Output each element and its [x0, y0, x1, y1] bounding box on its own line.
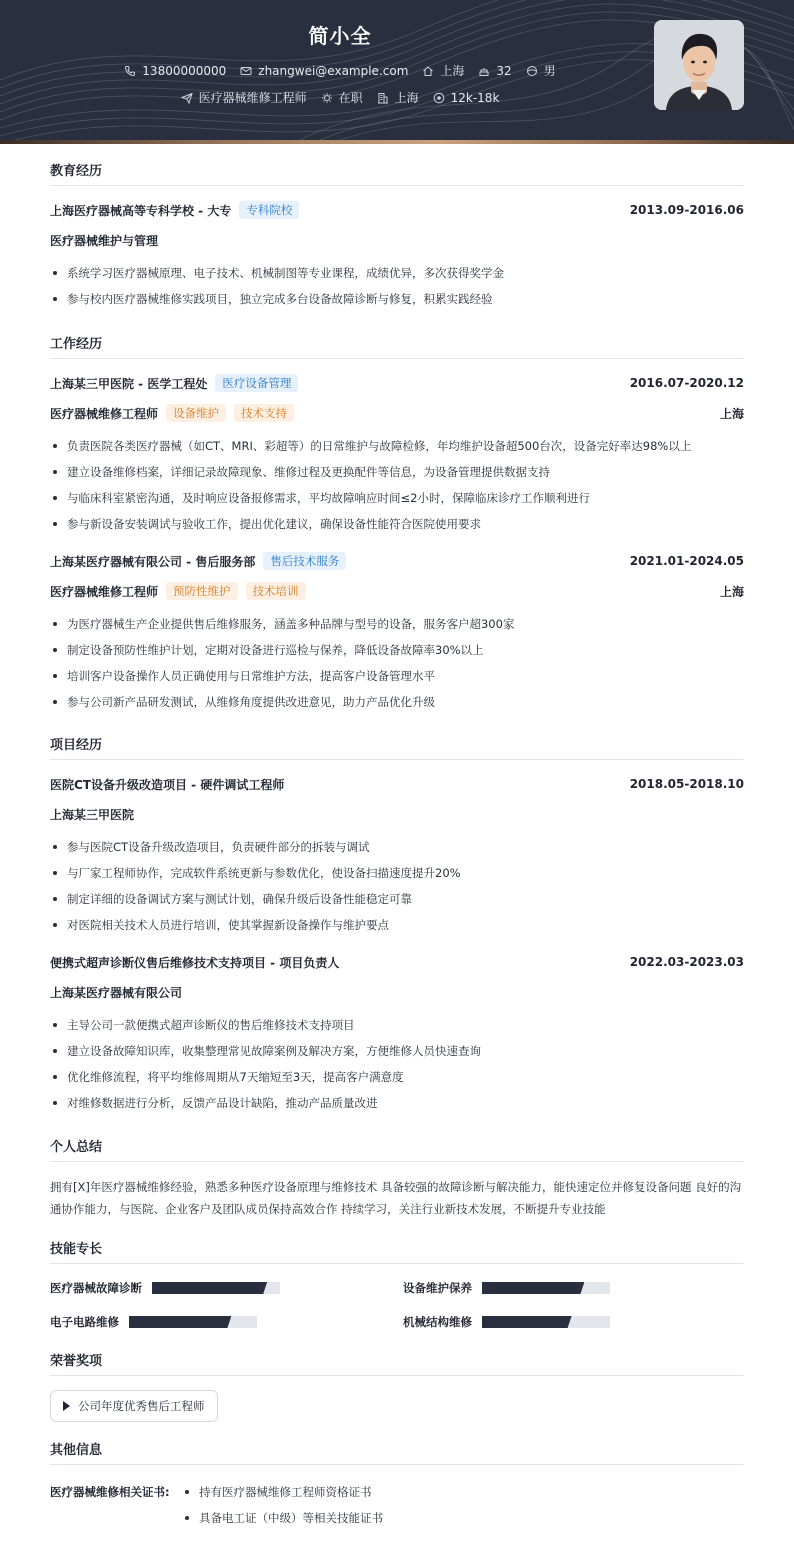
header-accent-bar — [0, 140, 794, 144]
skill-track — [482, 1316, 610, 1328]
list-item: 建立设备故障知识库，收集整理常见故障案例及解决方案，方便维修人员快速查询 — [50, 1038, 744, 1064]
school-tag: 专科院校 — [239, 201, 299, 219]
section-title: 项目经历 — [50, 734, 744, 760]
list-item: 负责医院各类医疗器械（如CT、MRI、彩超等）的日常维护与故障检修，年均维护设备超500台次，设备完好率达98%以上 — [50, 433, 744, 459]
project-org: 上海某三甲医院 — [50, 807, 135, 822]
school-name: 上海医疗器械高等专科学校 - 大专 — [50, 203, 232, 218]
project-header — [50, 952, 744, 972]
list-item: 制定详细的设备调试方案与测试计划，确保升级后设备性能稳定可靠 — [50, 886, 744, 912]
section-title: 其他信息 — [50, 1439, 744, 1465]
work-header — [50, 551, 744, 571]
education-section — [50, 160, 744, 312]
section-title: 个人总结 — [50, 1136, 744, 1162]
list-item: 具备电工证（中级）等相关技能证书 — [182, 1505, 383, 1531]
work-period: 2016.07-2020.12 — [629, 376, 744, 390]
project-name: 医院CT设备升级改造项目 - 硬件调试工程师 — [50, 777, 285, 792]
list-item: 与临床科室紧密沟通，及时响应设备报修需求，平均故障响应时间≤2小时，保障临床诊疗工作顺利进行 — [50, 485, 744, 511]
company-tag: 售后技术服务 — [263, 552, 346, 570]
education-bullets — [50, 260, 744, 312]
location-info — [422, 62, 464, 79]
gender-info — [526, 62, 556, 79]
work-period: 2021.01-2024.05 — [629, 554, 744, 568]
city-text: 上海 — [394, 91, 419, 105]
skill-item — [50, 1312, 403, 1332]
avatar-photo — [654, 20, 744, 110]
work-bullets — [50, 611, 744, 715]
list-item: 建立设备维修档案，详细记录故障现象、维修过程及更换配件等信息，为设备管理提供数据支持 — [50, 459, 744, 485]
project-bullets — [50, 1012, 744, 1116]
status-icon — [321, 92, 333, 104]
project-period: 2022.03-2023.03 — [629, 955, 744, 969]
status-info — [321, 89, 363, 106]
company-name: 上海某三甲医院 - 医学工程处 — [50, 376, 208, 391]
candidate-name: 简小全 — [308, 24, 372, 48]
salary-info — [433, 91, 500, 105]
skill-item — [403, 1312, 744, 1332]
skill-level-bar — [482, 1282, 584, 1294]
skill-track — [482, 1282, 610, 1294]
education-header — [50, 200, 744, 220]
award-item[interactable] — [50, 1390, 218, 1422]
role-row — [50, 403, 744, 423]
email-info — [240, 64, 408, 78]
skill-level-bar — [129, 1316, 231, 1328]
project-name: 便携式超声诊断仪售后维修技术支持项目 - 项目负责人 — [50, 955, 340, 970]
play-icon — [63, 1401, 70, 1411]
salary-icon — [433, 92, 445, 104]
section-title: 教育经历 — [50, 160, 744, 186]
award-text: 公司年度优秀售后工程师 — [78, 1399, 205, 1413]
phone-icon — [124, 65, 136, 77]
status-text: 在职 — [338, 91, 363, 105]
list-item: 参与医院CT设备升级改造项目，负责硬件部分的拆装与调试 — [50, 834, 744, 860]
list-item: 参与新设备安装调试与验收工作，提出优化建议，确保设备性能符合医院使用要求 — [50, 511, 744, 537]
list-item: 主导公司一款便携式超声诊断仪的售后维修技术支持项目 — [50, 1012, 744, 1038]
building-icon — [377, 92, 389, 104]
skills-grid — [50, 1278, 744, 1332]
project-org-row — [50, 982, 744, 1002]
work-section — [50, 333, 744, 715]
role-tag: 技术支持 — [234, 404, 294, 422]
skill-label: 设备维护保养 — [403, 1281, 472, 1295]
project-header — [50, 774, 744, 794]
project-period: 2018.05-2018.10 — [629, 777, 744, 791]
skill-label: 机械结构维修 — [403, 1315, 472, 1329]
gender-icon — [526, 65, 538, 77]
send-icon — [181, 92, 193, 104]
role-tag: 技术培训 — [246, 582, 306, 600]
salary-text: 12k-18k — [450, 90, 500, 105]
list-item: 对医院相关技术人员进行培训，使其掌握新设备操作与维护要点 — [50, 912, 744, 938]
work-header — [50, 373, 744, 393]
skill-label: 医疗器械故障诊断 — [50, 1281, 142, 1295]
summary-section — [50, 1136, 744, 1220]
role-name: 医疗器械维修工程师 — [50, 584, 159, 599]
phone-text: 13800000000 — [142, 63, 227, 78]
email-text: zhangwei@example.com — [258, 63, 409, 78]
summary-text: 拥有[X]年医疗器械维修经验，熟悉多种医疗设备原理与维修技术 具备较强的故障诊断与解决能力，能快速定位并修复设备问题 良好的沟通协作能力，与医院、企业客户及团队成员保持高效合作 持续学习，关注行业新技术发展，不断提升专业技能 — [50, 1180, 742, 1216]
certificates-list — [182, 1479, 383, 1531]
age-text: 32 — [496, 63, 512, 78]
project-org: 上海某医疗器械有限公司 — [50, 985, 183, 1000]
projects-section — [50, 734, 744, 1116]
role-name: 医疗器械维修工程师 — [50, 406, 159, 421]
major-name: 医疗器械维护与管理 — [50, 233, 159, 248]
list-item: 系统学习医疗器械原理、电子技术、机械制图等专业课程，成绩优异，多次获得奖学金 — [50, 260, 744, 286]
awards-section — [50, 1350, 744, 1422]
contact-row — [0, 62, 680, 79]
certificates-label: 医疗器械维修相关证书: — [50, 1485, 170, 1499]
skill-track — [129, 1316, 257, 1328]
list-item: 培训客户设备操作人员正确使用与日常维护方法，提高客户设备管理水平 — [50, 663, 744, 689]
major-row — [50, 230, 744, 250]
list-item: 制定设备预防性维护计划，定期对设备进行巡检与保养，降低设备故障率30%以上 — [50, 637, 744, 663]
certificates-row — [50, 1479, 744, 1531]
avatar — [654, 20, 744, 110]
skill-label: 电子电路维修 — [50, 1315, 119, 1329]
role-row — [50, 581, 744, 601]
section-title: 工作经历 — [50, 333, 744, 359]
gender-text: 男 — [543, 64, 556, 78]
skill-track — [152, 1282, 280, 1294]
company-tag: 医疗设备管理 — [215, 374, 298, 392]
section-title: 技能专长 — [50, 1238, 744, 1264]
skill-level-bar — [152, 1282, 267, 1294]
list-item: 优化维修流程，将平均维修周期从7天缩短至3天，提高客户满意度 — [50, 1064, 744, 1090]
work-city: 上海 — [719, 584, 744, 599]
age-info — [478, 64, 511, 78]
project-bullets — [50, 834, 744, 938]
resume-header — [0, 0, 794, 140]
city-info — [377, 89, 419, 106]
list-item: 对维修数据进行分析，反馈产品设计缺陷，推动产品质量改进 — [50, 1090, 744, 1116]
list-item: 与厂家工程师协作，完成软件系统更新与参数优化，使设备扫描速度提升20% — [50, 860, 744, 886]
phone-info — [124, 64, 226, 78]
education-period: 2013.09-2016.06 — [629, 203, 744, 217]
age-icon — [478, 65, 490, 77]
company-name: 上海某医疗器械有限公司 - 售后服务部 — [50, 554, 256, 569]
position-info — [181, 89, 307, 106]
skill-item — [403, 1278, 744, 1298]
role-tag: 预防性维护 — [166, 582, 238, 600]
work-bullets — [50, 433, 744, 537]
skill-level-bar — [482, 1316, 572, 1328]
location-text: 上海 — [440, 64, 465, 78]
list-item: 持有医疗器械维修工程师资格证书 — [182, 1479, 383, 1505]
other-section — [50, 1439, 744, 1531]
list-item: 参与公司新产品研发测试，从维修角度提供改进意见，助力产品优化升级 — [50, 689, 744, 715]
section-title: 荣誉奖项 — [50, 1350, 744, 1376]
work-city: 上海 — [719, 406, 744, 421]
home-icon — [422, 65, 434, 77]
job-intent-row — [0, 89, 680, 106]
list-item: 为医疗器械生产企业提供售后维修服务，涵盖多种品牌与型号的设备，服务客户超300家 — [50, 611, 744, 637]
mail-icon — [240, 65, 252, 77]
list-item: 参与校内医疗器械维修实践项目，独立完成多台设备故障诊断与修复，积累实践经验 — [50, 286, 744, 312]
role-tag: 设备维护 — [166, 404, 226, 422]
position-text: 医疗器械维修工程师 — [198, 91, 307, 105]
skill-item — [50, 1278, 403, 1298]
project-org-row — [50, 804, 744, 824]
skills-section — [50, 1238, 744, 1332]
